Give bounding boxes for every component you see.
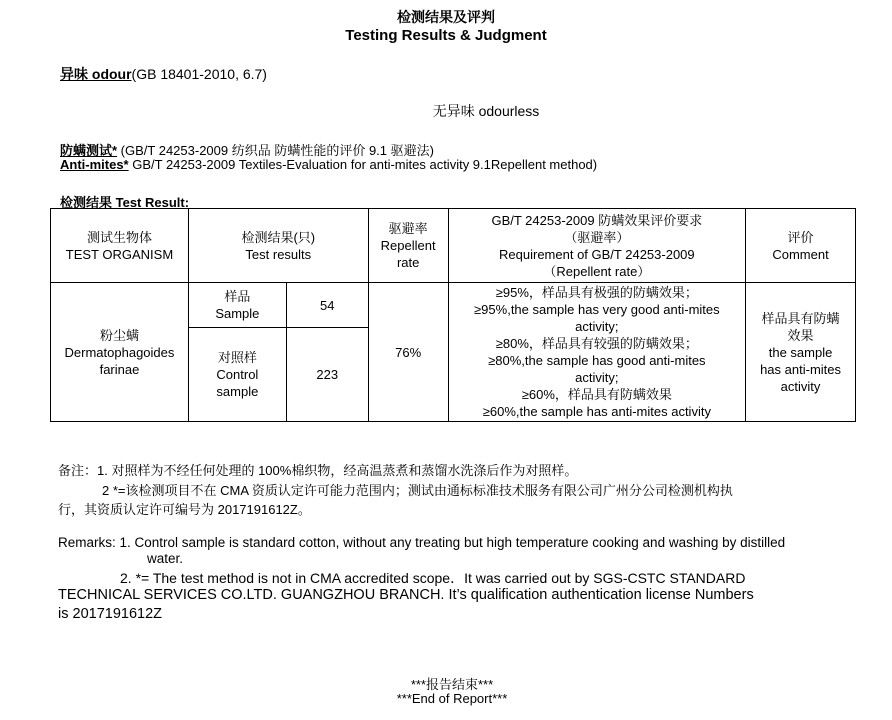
odour-standard: (GB 18401-2010, 6.7)	[131, 66, 267, 82]
report-title-en: Testing Results & Judgment	[345, 27, 547, 44]
odour-result: 无异味 odourless	[432, 103, 540, 119]
anti-mites-label-cn: 防螨测试*	[60, 143, 118, 158]
header-organism: 测试生物体 TEST ORGANISM	[51, 209, 189, 283]
table-header-row	[51, 209, 856, 283]
odour-label: 异味 odour	[60, 66, 132, 82]
end-of-report-en: ***End of Report***	[396, 691, 508, 706]
note-cn-line-3: 行，其资质认定许可编号为 2017191612Z。	[58, 502, 311, 517]
test-result-heading: 检测结果 Test Result:	[60, 195, 190, 210]
header-requirement: GB/T 24253-2009 防螨效果评价要求 （驱避率） Requirement of GB/T 24253-2009 （Repellent rate）	[448, 209, 745, 283]
anti-mites-standard-en: GB/T 24253-2009 Textiles-Evaluation for anti-mites activity 9.1Repellent method)	[128, 157, 598, 172]
organism-cell: 粉尘螨 Dermatophagoides farinae	[51, 283, 189, 422]
remark-en-line-1b: water.	[147, 551, 184, 566]
sample-label-cell: 样品 Sample	[188, 283, 286, 328]
remark-en-line-1: Remarks: 1. Control sample is standard cotton, without any treating but high temperature cooking and washing by distilled	[58, 535, 786, 550]
odour-test-line	[60, 64, 267, 84]
anti-mites-title-en	[60, 157, 597, 172]
repellent-rate-cell: 76%	[368, 283, 448, 422]
control-value-cell: 223	[286, 328, 368, 422]
report-title-cn: 检测结果及评判	[397, 9, 495, 25]
note-cn-line-1: 备注：1. 对照样为不经任何处理的 100%棉织物，经高温蒸煮和蒸馏水洗涤后作为对照样。	[58, 463, 578, 478]
requirement-cell: ≥95%，样品具有极强的防螨效果； ≥95%,the sample has very good anti-mites activity; ≥80%，样品具有较强的防螨效果； ≥80%,the sample has good anti-mites activity; ≥60%，样品具有防螨效果 ≥60%,the sample has anti-mites activity	[448, 283, 745, 422]
header-comment: 评价 Comment	[746, 209, 856, 283]
end-of-report-cn: ***报告结束***	[410, 677, 494, 692]
control-label-cell: 对照样 Control sample	[188, 328, 286, 422]
remark-en-line-2: 2. *= The test method is not in CMA accredited scope．It was carried out by SGS-CSTC STANDARD	[120, 570, 746, 586]
sample-value-cell: 54	[286, 283, 368, 328]
anti-mites-standard-cn: (GB/T 24253-2009 纺织品 防螨性能的评价 9.1 驱避法)	[117, 143, 434, 158]
comment-cell: 样品具有防螨 效果 the sample has anti-mites activity	[746, 283, 856, 422]
header-repellent-rate: 驱避率 Repellent rate	[368, 209, 448, 283]
note-cn-line-2: 2 *=该检测项目不在 CMA 资质认定许可能力范围内；测试由通标标准技术服务有限公司广州分公司检测机构执	[102, 483, 733, 498]
anti-mites-label-en: Anti-mites*	[60, 157, 129, 172]
header-test-results: 检测结果(只) Test results	[188, 209, 368, 283]
remark-en-line-4: is 2017191612Z	[58, 606, 162, 622]
results-table	[50, 208, 856, 422]
remark-en-line-3: TECHNICAL SERVICES CO.LTD. GUANGZHOU BRANCH. It’s qualification authentication license Numbers	[58, 587, 754, 603]
table-row	[51, 283, 856, 328]
